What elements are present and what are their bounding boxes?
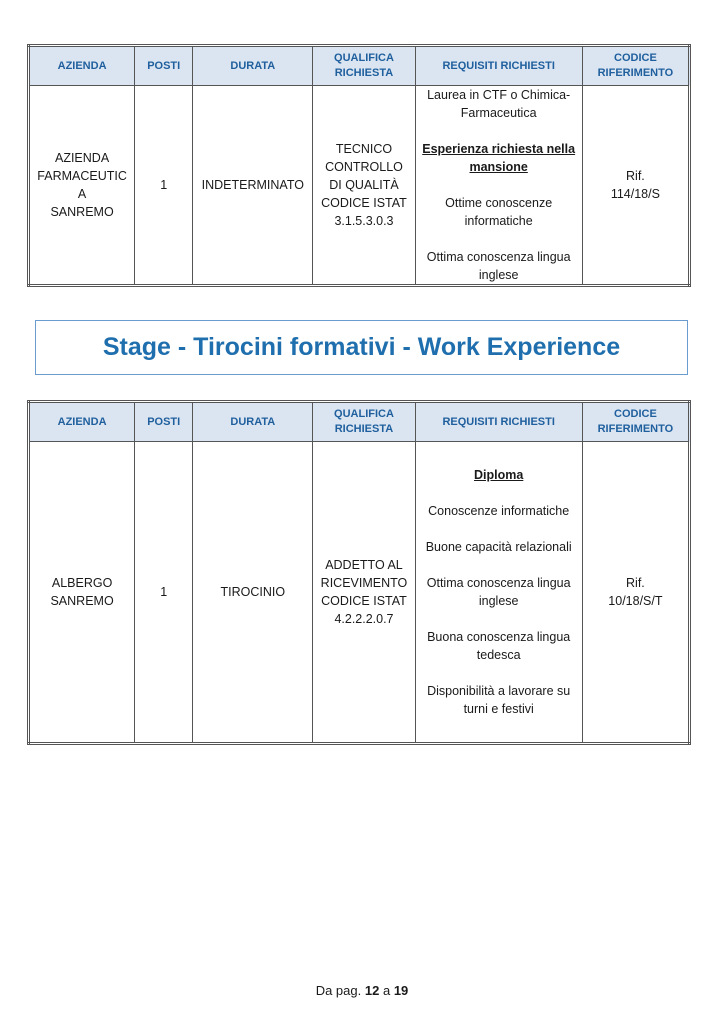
header-codice: CODICE RIFERIMENTO [582, 46, 689, 86]
header-azienda: AZIENDA [29, 402, 135, 442]
requirement-item: Ottima conoscenza lingua inglese [426, 250, 571, 282]
cell-requisiti [415, 442, 582, 744]
header-requisiti: REQUISITI RICHIESTI [415, 402, 582, 442]
footer-page: 12 [364, 983, 380, 998]
requirement-item: Buone capacità relazionali [425, 540, 572, 554]
cell-durata: INDETERMINATO [193, 86, 313, 286]
page-footer [0, 983, 724, 998]
requirement-item: Ottima conoscenza lingua inglese [426, 576, 571, 608]
table-row [29, 86, 690, 286]
header-qualifica: QUALIFICA RICHIESTA [313, 46, 415, 86]
header-posti: POSTI [135, 46, 193, 86]
table-row [29, 442, 690, 744]
requirement-item: Esperienza richiesta nella mansione [422, 142, 576, 174]
footer-prefix: Da pag. [315, 983, 362, 998]
cell-codice: Rif. 10/18/S/T [582, 442, 689, 744]
footer-total: 19 [393, 983, 409, 998]
requirement-item: Laurea in CTF o Chimica-Farmaceutica [427, 88, 571, 120]
cell-azienda: ALBERGO SANREMO [29, 442, 135, 744]
section-title: Stage - Tirocini formativi - Work Experience [35, 320, 688, 375]
table-header-row [29, 46, 690, 86]
requirement-item: Buona conoscenza lingua tedesca [427, 630, 571, 662]
header-codice: CODICE RIFERIMENTO [582, 402, 689, 442]
cell-qualifica: ADDETTO AL RICEVIMENTO CODICE ISTAT 4.2.2.2.0.7 [313, 442, 415, 744]
header-azienda: AZIENDA [29, 46, 135, 86]
cell-qualifica: TECNICO CONTROLLO DI QUALITÀ CODICE ISTAT 3.1.5.3.0.3 [313, 86, 415, 286]
header-durata: DURATA [193, 46, 313, 86]
cell-posti: 1 [135, 442, 193, 744]
header-posti: POSTI [135, 402, 193, 442]
footer-sep: a [382, 983, 391, 998]
header-qualifica: QUALIFICA RICHIESTA [313, 402, 415, 442]
job-table-1 [27, 44, 691, 287]
cell-codice: Rif. 114/18/S [582, 86, 689, 286]
requirement-item: Disponibilità a lavorare su turni e festivi [427, 684, 571, 716]
table-header-row [29, 402, 690, 442]
cell-posti: 1 [135, 86, 193, 286]
requirement-item: Conoscenze informatiche [428, 504, 570, 518]
cell-azienda: AZIENDA FARMACEUTIC A SANREMO [29, 86, 135, 286]
header-requisiti: REQUISITI RICHIESTI [415, 46, 582, 86]
requirement-item: Ottime conoscenze informatiche [445, 196, 553, 228]
job-table-2 [27, 400, 691, 745]
cell-durata: TIROCINIO [193, 442, 313, 744]
header-durata: DURATA [193, 402, 313, 442]
cell-requisiti [415, 86, 582, 286]
requirement-item: Diploma [474, 468, 524, 482]
